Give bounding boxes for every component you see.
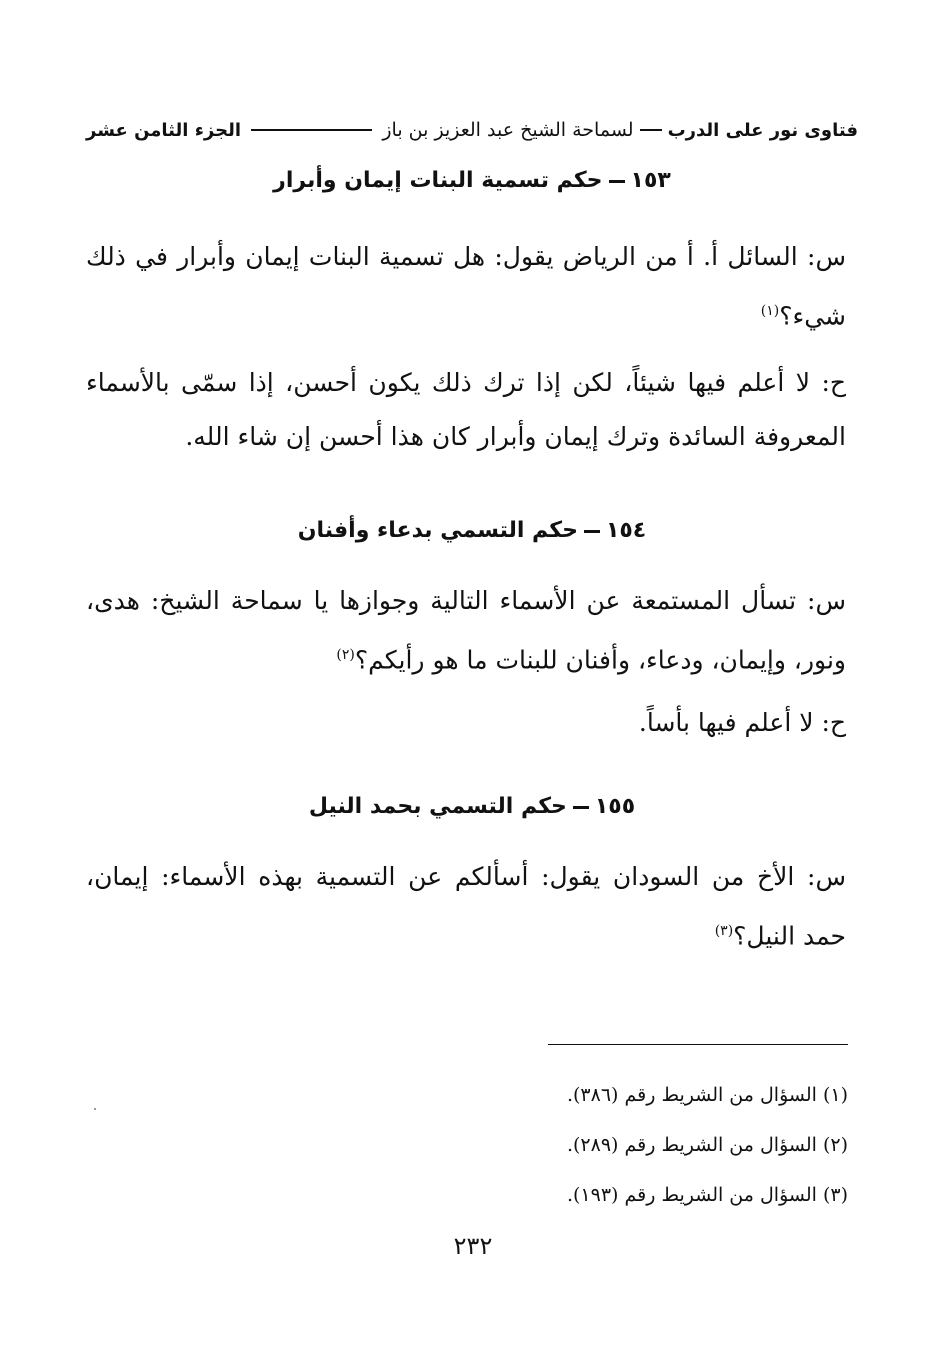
footnote-marker: (٣) — [714, 923, 734, 939]
section-heading-155 — [86, 794, 858, 819]
heading-dash — [584, 530, 600, 533]
footnotes — [86, 1070, 848, 1220]
answer-label: ح: — [821, 368, 846, 397]
page-number: ٢٣٢ — [453, 1232, 493, 1260]
answer-label: ح: — [821, 708, 846, 737]
header-book-title: فتاوى نور على الدرب — [667, 119, 858, 141]
running-header — [86, 112, 858, 148]
section-title: حكم تسمية البنات إيمان وأبرار — [273, 168, 603, 193]
footnote-marker: (١) — [760, 303, 780, 319]
section-title: حكم التسمي بدعاء وأفنان — [297, 518, 578, 543]
question-paragraph-153 — [86, 230, 846, 343]
footnote-item: (١) السؤال من الشريط رقم (٣٨٦). — [566, 1084, 848, 1106]
header-part: الجزء الثامن عشر — [86, 119, 242, 141]
section-heading-153 — [86, 168, 858, 193]
question-label: س: — [807, 862, 846, 891]
answer-paragraph-153 — [86, 356, 846, 464]
footnote-item: (٣) السؤال من الشريط رقم (١٩٣). — [566, 1184, 848, 1206]
question-text: تسأل المستمعة عن الأسماء التالية وجوازها يا سماحة الشيخ: هدى، ونور، وإيمان، ودعاء، وأفنان للبنات ما هو رأيكم؟ — [86, 586, 846, 675]
section-number: ١٥٤ — [605, 518, 647, 543]
question-text: الأخ من السودان يقول: أسألكم عن التسمية بهذه الأسماء: إيمان، حمد النيل؟ — [86, 862, 846, 951]
footnote-separator — [548, 1044, 848, 1045]
question-paragraph-154 — [86, 574, 846, 687]
question-text: السائل أ. أ من الرياض يقول: هل تسمية البنات إيمان وأبرار في ذلك شيء؟ — [86, 242, 846, 331]
question-label: س: — [807, 586, 846, 615]
question-paragraph-155 — [86, 850, 846, 963]
section-number: ١٥٣ — [630, 168, 671, 193]
footnote-item: (٢) السؤال من الشريط رقم (٢٨٩). — [566, 1134, 848, 1156]
scan-speck — [94, 1108, 96, 1110]
section-heading-154 — [86, 518, 858, 543]
header-author: لسماحة الشيخ عبد العزيز بن باز — [382, 119, 634, 141]
answer-text: لا أعلم فيها شيئاً، لكن إذا ترك ذلك يكون أحسن، إذا سمّى بالأسماء المعروفة السائدة وترك إيمان وأبرار كان هذا أحسن إن شاء الله. — [86, 368, 846, 451]
header-rule — [251, 129, 372, 131]
heading-dash — [573, 806, 589, 809]
section-number: ١٥٥ — [594, 794, 636, 819]
heading-dash — [609, 180, 625, 183]
answer-text: لا أعلم فيها بأساً. — [638, 708, 814, 737]
footnote-marker: (٢) — [336, 647, 355, 663]
section-title: حكم التسمي بحمد النيل — [308, 794, 567, 819]
header-dash — [640, 129, 662, 131]
question-label: س: — [807, 242, 846, 271]
answer-paragraph-154 — [86, 696, 846, 750]
